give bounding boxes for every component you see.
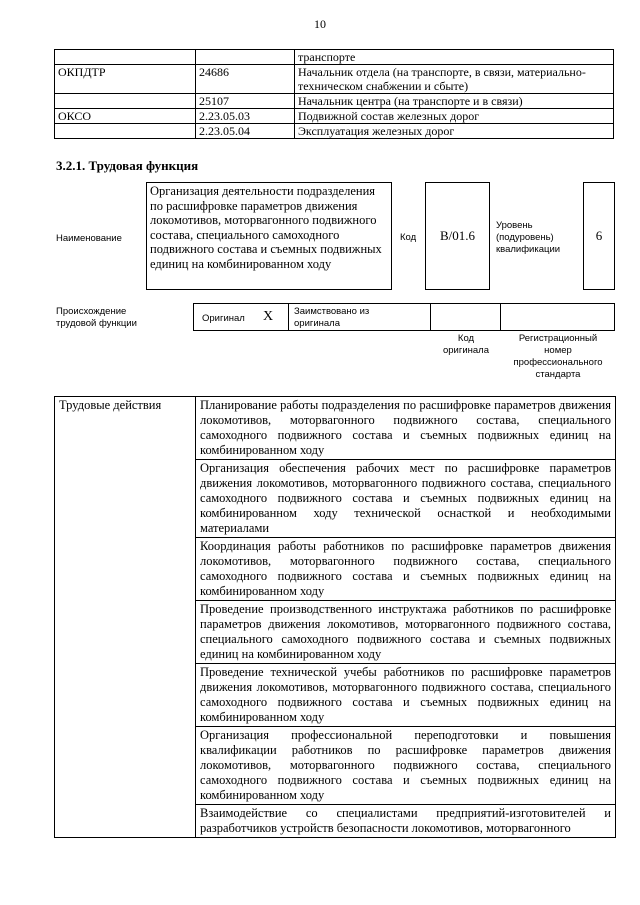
classifier-code-name: ОКСО: [55, 109, 196, 124]
function-code: B/01.6: [439, 228, 476, 243]
name-label: Наименование: [56, 233, 122, 244]
labor-action-item: Проведение производственного инструктажа работников по расшифровке параметров движения локомотивов, моторвагонного подвижного состава, специального самоходного подвижного состава и съемных подвижных единиц на комбинированном ходу: [196, 601, 616, 664]
classifier-code: 2.23.05.04: [196, 124, 295, 139]
classifier-title: Подвижной состав железных дорог: [295, 109, 614, 124]
labor-action-row: [55, 397, 616, 460]
classifier-code: [196, 50, 295, 65]
labor-action-item: Организация обеспечения рабочих мест по расшифровке параметров движения локомотивов, моторвагонного подвижного состава, специального самоходного подвижного состава и съемных подвижных единиц на комбинированном ходу технической оснасткой и необходимыми материалами: [196, 460, 616, 538]
labor-actions-table: [54, 396, 616, 838]
origin-original-box: [193, 303, 289, 331]
borrowed-label: Заимствовано из оригинала: [294, 306, 370, 329]
classifier-row: [55, 94, 614, 109]
origin-borrowed-box: [288, 303, 431, 331]
classifier-title: Начальник центра (на транспорте и в связи): [295, 94, 614, 109]
classifier-table: [54, 49, 614, 139]
labor-action-item: Планирование работы подразделения по расшифровке параметров движения локомотивов, моторвагонного подвижного состава, специального самоходного подвижного состава и съемных подвижных единиц на комбинированном ходу: [196, 397, 616, 460]
origin-code-box: [430, 303, 501, 331]
section-title: 3.2.1. Трудовая функция: [56, 158, 199, 173]
code-original-label: Код оригинала: [442, 333, 489, 356]
page-number: 10: [314, 17, 326, 31]
function-name: Организация деятельности подразделения по расшифровке параметров движения локомотивов, моторвагонного подвижного состава, специального самоходного подвижного состава и съемных подвижных единиц на комбинированном ходу: [150, 184, 382, 271]
function-name-box: [146, 182, 392, 290]
level-label: Уровень (подуровень) квалификации: [496, 220, 561, 255]
classifier-code: 2.23.05.03: [196, 109, 295, 124]
origin-regnum-box: [500, 303, 615, 331]
classifier-row: [55, 124, 614, 139]
labor-actions-label: Трудовые действия: [55, 397, 196, 838]
labor-action-item: Взаимодействие со специалистами предприятий-изготовителей и разработчиков устройств безопасности локомотивов, моторвагонного: [196, 805, 616, 838]
classifier-row: [55, 65, 614, 94]
original-mark: X: [263, 309, 274, 324]
labor-action-item: Проведение технической учебы работников по расшифровке параметров движения локомотивов, моторвагонного подвижного состава, специального самоходного подвижного состава и съемных подвижных единиц на комбинированном ходу: [196, 664, 616, 727]
classifier-title: транспорте: [295, 50, 614, 65]
classifier-title: Начальник отдела (на транспорте, в связи, материально-техническом снабжении и сбыте): [295, 65, 614, 94]
labor-action-item: Организация профессиональной переподготовки и повышения квалификации работников по расшифровке параметров движения локомотивов, моторвагонного подвижного состава, специального самоходного подвижного состава и съемных подвижных единиц на комбинированном ходу: [196, 727, 616, 805]
reg-number-label: Регистрационный номер профессионального стандарта: [513, 333, 603, 380]
function-level-box: [583, 182, 615, 290]
origin-label: Происхождение трудовой функции: [56, 306, 137, 329]
labor-action-item: Координация работы работников по расшифровке параметров движения локомотивов, моторвагонного подвижного состава, специального самоходного подвижного состава и съемных подвижных единиц на комбинированном ходу: [196, 538, 616, 601]
classifier-code: 25107: [196, 94, 295, 109]
classifier-code-name: ОКПДТР: [55, 65, 196, 94]
classifier-row: [55, 50, 614, 65]
classifier-code-name: [55, 124, 196, 139]
function-code-box: [425, 182, 490, 290]
code-label: Код: [400, 232, 417, 243]
function-level: 6: [595, 228, 603, 243]
classifier-code-name: [55, 94, 196, 109]
classifier-code: 24686: [196, 65, 295, 94]
classifier-row: [55, 109, 614, 124]
classifier-title: Эксплуатация железных дорог: [295, 124, 614, 139]
classifier-code-name: [55, 50, 196, 65]
original-label: Оригинал: [202, 313, 245, 324]
